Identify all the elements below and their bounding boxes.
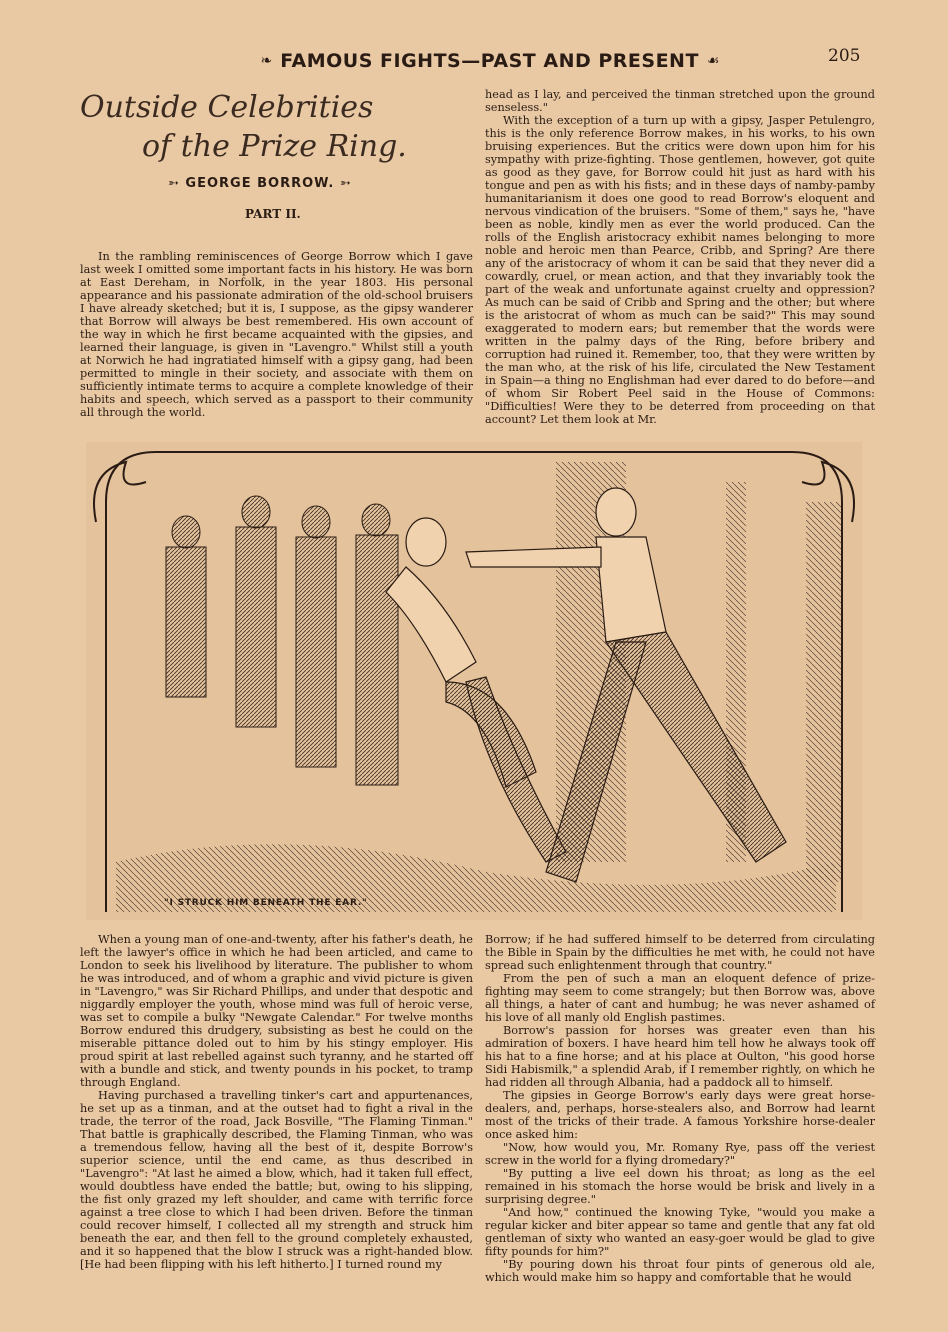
subject-ornament-icon: ➳ — [168, 176, 186, 191]
running-header — [250, 44, 730, 78]
article-masthead — [80, 90, 475, 221]
article-title-line-2: of the Prize Ring. — [142, 129, 407, 164]
article-title-line-1: Outside Celebrities — [80, 90, 374, 125]
column-lower-left — [80, 933, 473, 1271]
paragraph: When a young man of one-and-twenty, after his father's death, he left the lawyer's office in which he had been articled, and came to London to seek his livelihood by literature. The publisher to whom he was introduced, and of whom a graphic and vivid picture is given in "Lavengro," was Sir Richard Phillips, and under that despotic and niggardly employer the youth, whose mind was full of heroic verse, was set to compile a bulky "Newgate Calendar." For twelve months Borrow endured this drudgery, subsisting as best he could on the miserable pittance doled out to him by his stingy employer. His proud spirit at last rebelled against such tyranny, and he started off with a bundle and stick, and twenty pounds in his pocket, to tramp through England. — [80, 933, 473, 1089]
paragraph: "By putting a live eel down his throat; as long as the eel remained in his stomach the horse would be brisk and lively in a surprising degree." — [485, 1167, 875, 1206]
paragraph: "Now, how would you, Mr. Romany Rye, pass off the veriest screw in the world for a flying dromedary?" — [485, 1141, 875, 1167]
page-number: 205 — [828, 46, 861, 66]
article-subject — [168, 176, 475, 191]
paragraph: Borrow; if he had suffered himself to be deterred from circulating the Bible in Spain by the difficulties he met with, he could not have spread such enlightenment through that country." — [485, 933, 875, 972]
column-upper-right — [485, 88, 875, 426]
running-title: FAMOUS FIGHTS—PAST AND PRESENT — [280, 50, 699, 72]
paragraph: In the rambling reminiscences of George Borrow which I gave last week I omitted some important facts in his history. He was born at East Dereham, in Norfolk, in the year 1803. His personal appearance and his passionate admiration of the old-school bruisers I have already sketched; but it is, I suppose, as the gipsy wanderer that Borrow will always be best remembered. His own account of the way in which he first became acquainted with the gipsies, and learned their language, is given in "Lavengro." Whilst still a youth at Norwich he had ingratiated himself with a gipsy gang, had been permitted to mingle in their society, and associate with them on sufficiently intimate terms to acquire a complete knowledge of their habits and speech, which served as a passport to their community all through the world. — [80, 250, 473, 419]
paragraph: "By pouring down his throat four pints of generous old ale, which would make him so happy and comfortable that he would — [485, 1258, 875, 1284]
column-lower-right — [485, 933, 875, 1284]
paragraph: Borrow's passion for horses was greater even than his admiration of boxers. I have heard him tell how he always took off his hat to a fine horse; and at his place at Oulton, "his good horse Sidi Habismilk," a splendid Arab, if I remember rightly, on which he had ridden all through Albania, had a paddock all to himself. — [485, 1024, 875, 1089]
subject-name: GEORGE BORROW. — [185, 176, 335, 191]
illustration-caption: "I STRUCK HIM BENEATH THE EAR." — [164, 898, 368, 908]
paragraph: head as I lay, and perceived the tinman stretched upon the ground senseless." — [485, 88, 875, 114]
paragraph: The gipsies in George Borrow's early days were great horse-dealers, and, perhaps, horse-stealers also, and Borrow had learnt most of the tricks of their trade. A famous Yorkshire horse-dealer once asked him: — [485, 1089, 875, 1141]
paragraph: From the pen of such a man an eloquent defence of prize-fighting may seem to come strangely; but then Borrow was, above all things, a hater of cant and humbug; he was never ashamed of his love of all manly old English pastimes. — [485, 972, 875, 1024]
paragraph: "And how," continued the knowing Tyke, "would you make a regular kicker and biter appear so tame and gentle that any fat old gentleman of sixty who wanted an easy-goer would be glad to give fifty pounds for him?" — [485, 1206, 875, 1258]
column-upper-left — [80, 250, 473, 419]
paragraph: Having purchased a travelling tinker's cart and appurtenances, he set up as a tinman, and at the outset had to fight a rival in the trade, the terror of the road, Jack Bosville, "The Flaming Tinman." That battle is graphically described, the Flaming Tinman, who was a tremendous fellow, having all the best of it, despite Borrow's superior science, until the end came, as thus described in "Lavengro": "At last he aimed a blow, which, had it taken full effect, would doubtless have ended the battle; but, owing to his slipping, the fist only grazed my left shoulder, and came with terrific force against a tree close to which I had been driven. Before the tinman could recover himself, I collected all my strength and struck him beneath the ear, and then fell to the ground completely exhausted, and it so happened that the blow I struck was a right-handed blow. [He had been flipping with his left hitherto.] I turned round my — [80, 1089, 473, 1271]
left-ornament-icon: ❧ — [260, 53, 273, 69]
part-heading: PART II. — [245, 207, 301, 221]
right-ornament-icon: ☙ — [706, 53, 720, 69]
fight-illustration — [86, 442, 862, 920]
paragraph: With the exception of a turn up with a gipsy, Jasper Petulengro, this is the only reference Borrow makes, in his works, to his own bruising experiences. But the critics were down upon him for his sympathy with prize-fighting. Those gentlemen, however, got quite as good as they gave, for Borrow could hit just as hard with his tongue and pen as with his fists; and in these days of namby-pamby humanitarianism it does one good to read Borrow's eloquent and nervous vindication of the bruisers. "Some of them," says he, "have been as noble, kindly men as ever the world produced. Can the rolls of the English aristocracy exhibit names belonging to more noble and heroic men than Pearce, Cribb, and Spring? Are there any of the aristocracy of whom it can be said that they never did a cowardly, cruel, or mean action, and that they invariably took the part of the weak and unfortunate against cruelty and oppression? As much can be said of Cribb and Spring and the other; but where is the aristocrat of whom as much can be said?" This may sound exaggerated to modern ears; but remember that the words were written in the palmy days of the Ring, before bribery and corruption had ruined it. Remember, too, that they were written by the man who, at the risk of his life, circulated the New Testament in Spain—a thing no Englishman had ever dared to do before—and of whom Sir Robert Peel said in the House of Commons: "Difficulties! Were they to be deterred from proceeding on that account? Let them look at Mr. — [485, 114, 875, 426]
subject-ornament-icon-right: ➳ — [334, 176, 352, 191]
